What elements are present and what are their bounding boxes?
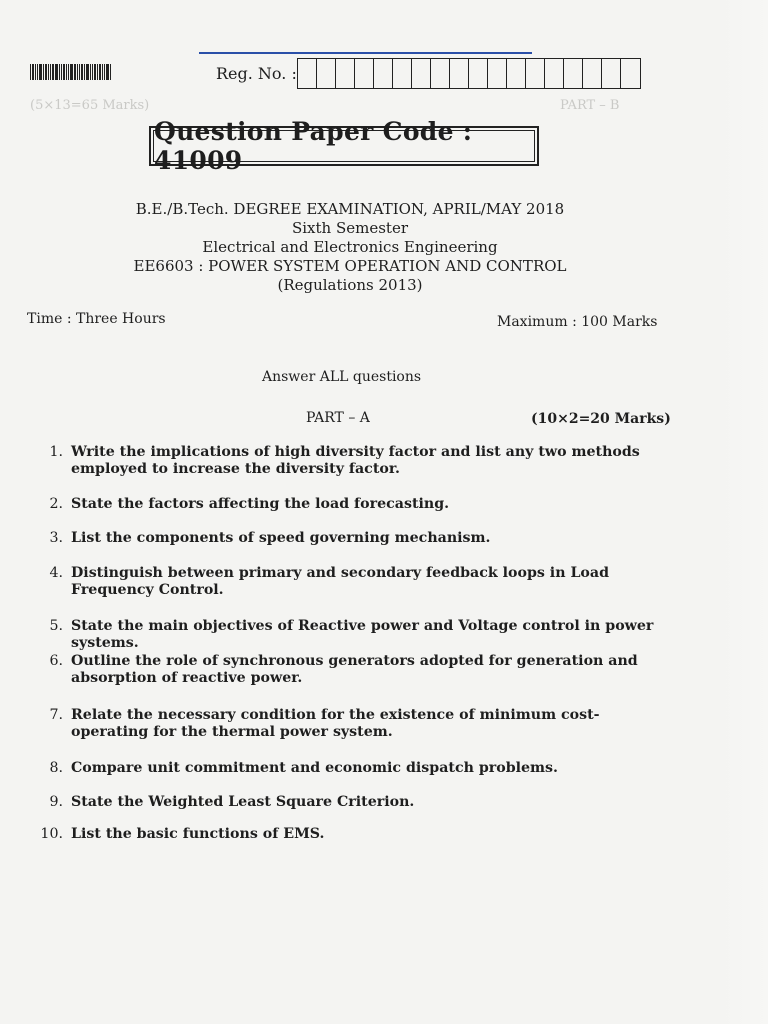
question-paper-code-box xyxy=(149,117,539,175)
barcode-stripe xyxy=(97,64,98,80)
reg-digit-box[interactable] xyxy=(393,59,412,88)
time-label: Time : Three Hours xyxy=(27,311,166,327)
barcode-stripe xyxy=(68,64,69,80)
barcode-stripe xyxy=(94,64,96,80)
barcode-stripe xyxy=(59,64,60,80)
barcode-stripe xyxy=(52,64,54,80)
reg-no-boxes[interactable] xyxy=(297,58,641,89)
question-item xyxy=(30,653,660,687)
barcode-stripe xyxy=(77,64,78,80)
barcode-stripe xyxy=(37,64,38,80)
reg-digit-box[interactable] xyxy=(602,59,621,88)
reg-digit-box[interactable] xyxy=(526,59,545,88)
degree-line: B.E./B.Tech. DEGREE EXAMINATION, APRIL/MAY 2018 xyxy=(135,200,565,218)
reg-no-label: Reg. No. : xyxy=(216,64,297,83)
reg-digit-box[interactable] xyxy=(374,59,393,88)
question-text: Write the implications of high diversity factor and list any two methods employed to increase the diversity factor. xyxy=(71,444,640,477)
question-number: 1. xyxy=(49,444,63,460)
question-number: 6. xyxy=(49,653,63,669)
reg-digit-box[interactable] xyxy=(355,59,374,88)
barcode-stripe xyxy=(70,64,73,80)
question-item xyxy=(30,530,660,547)
max-marks-label: Maximum : 100 Marks xyxy=(497,314,658,330)
question-number: 7. xyxy=(49,707,63,723)
question-number: 10. xyxy=(40,826,63,842)
barcode-stripe xyxy=(61,64,62,80)
question-item xyxy=(30,794,660,811)
barcode-stripe xyxy=(86,64,89,80)
question-number: 3. xyxy=(49,530,63,546)
barcode-stripe xyxy=(79,64,80,80)
barcode-stripe xyxy=(74,64,76,80)
reg-digit-box[interactable] xyxy=(431,59,450,88)
reg-digit-box[interactable] xyxy=(507,59,526,88)
barcode-stripe xyxy=(99,64,101,80)
question-item xyxy=(30,618,660,652)
question-paper-code: Question Paper Code : 41009 xyxy=(153,130,535,162)
reg-digit-box[interactable] xyxy=(564,59,583,88)
barcode-stripe xyxy=(30,64,31,80)
scan-edge xyxy=(718,0,768,1024)
question-text: Relate the necessary condition for the existence of minimum cost-operating for the thermal power system. xyxy=(71,707,600,740)
part-a-title: PART – A xyxy=(306,410,370,426)
question-number: 4. xyxy=(49,565,63,581)
question-number: 2. xyxy=(49,496,63,512)
reg-digit-box[interactable] xyxy=(545,59,564,88)
barcode-stripe xyxy=(50,64,51,80)
reg-digit-box[interactable] xyxy=(621,59,640,88)
question-text: Outline the role of synchronous generators adopted for generation and absorption of reactive power. xyxy=(71,653,638,686)
reg-digit-box[interactable] xyxy=(469,59,488,88)
question-item xyxy=(30,444,660,478)
barcode-stripe xyxy=(32,64,34,80)
question-number: 5. xyxy=(49,618,63,634)
reg-digit-box[interactable] xyxy=(488,59,507,88)
reg-digit-box[interactable] xyxy=(412,59,431,88)
question-text: State the factors affecting the load forecasting. xyxy=(71,496,450,512)
reg-digit-box[interactable] xyxy=(450,59,469,88)
question-text: State the Weighted Least Square Criterion. xyxy=(71,794,415,810)
barcode-stripe xyxy=(106,64,109,80)
semester: Sixth Semester xyxy=(291,219,408,237)
barcode-stripe xyxy=(35,64,36,80)
branch: Electrical and Electronics Engineering xyxy=(202,238,498,256)
question-item xyxy=(30,565,660,599)
barcode-stripe xyxy=(63,64,65,80)
question-number: 9. xyxy=(49,794,63,810)
part-a-marks: (10×2=20 Marks) xyxy=(531,411,671,427)
barcode-stripe xyxy=(45,64,47,80)
barcode-stripe xyxy=(81,64,83,80)
question-text: List the basic functions of EMS. xyxy=(71,826,325,842)
question-item xyxy=(30,707,660,741)
reg-digit-box[interactable] xyxy=(298,59,317,88)
reg-digit-box[interactable] xyxy=(583,59,602,88)
question-item xyxy=(30,496,660,513)
regulations: (Regulations 2013) xyxy=(277,276,423,294)
reg-digit-box[interactable] xyxy=(317,59,336,88)
barcode xyxy=(30,64,128,80)
question-text: Compare unit commitment and economic dispatch problems. xyxy=(71,760,558,776)
question-text: Distinguish between primary and secondary feedback loops in Load Frequency Control. xyxy=(71,565,609,598)
barcode-stripe xyxy=(66,64,67,80)
top-rule xyxy=(199,52,532,54)
question-text: List the components of speed governing mechanism. xyxy=(71,530,491,546)
bleed-through-text: (5×13=65 Marks) xyxy=(30,98,150,113)
question-item xyxy=(30,760,660,777)
course-title: EE6603 : POWER SYSTEM OPERATION AND CONTROL xyxy=(133,257,567,275)
barcode-stripe xyxy=(55,64,58,80)
question-text: State the main objectives of Reactive power and Voltage control in power systems. xyxy=(71,618,654,651)
barcode-stripe xyxy=(39,64,42,80)
barcode-stripe xyxy=(48,64,49,80)
barcode-stripe xyxy=(84,64,85,80)
question-item xyxy=(30,826,660,843)
barcode-stripe xyxy=(92,64,93,80)
barcode-stripe xyxy=(110,64,111,80)
barcode-stripe xyxy=(43,64,44,80)
bleed-through-text: PART – B xyxy=(560,98,620,113)
instruction: Answer ALL questions xyxy=(262,369,422,385)
barcode-stripe xyxy=(102,64,103,80)
barcode-stripe xyxy=(104,64,105,80)
reg-digit-box[interactable] xyxy=(336,59,355,88)
question-number: 8. xyxy=(49,760,63,776)
barcode-stripe xyxy=(90,64,91,80)
